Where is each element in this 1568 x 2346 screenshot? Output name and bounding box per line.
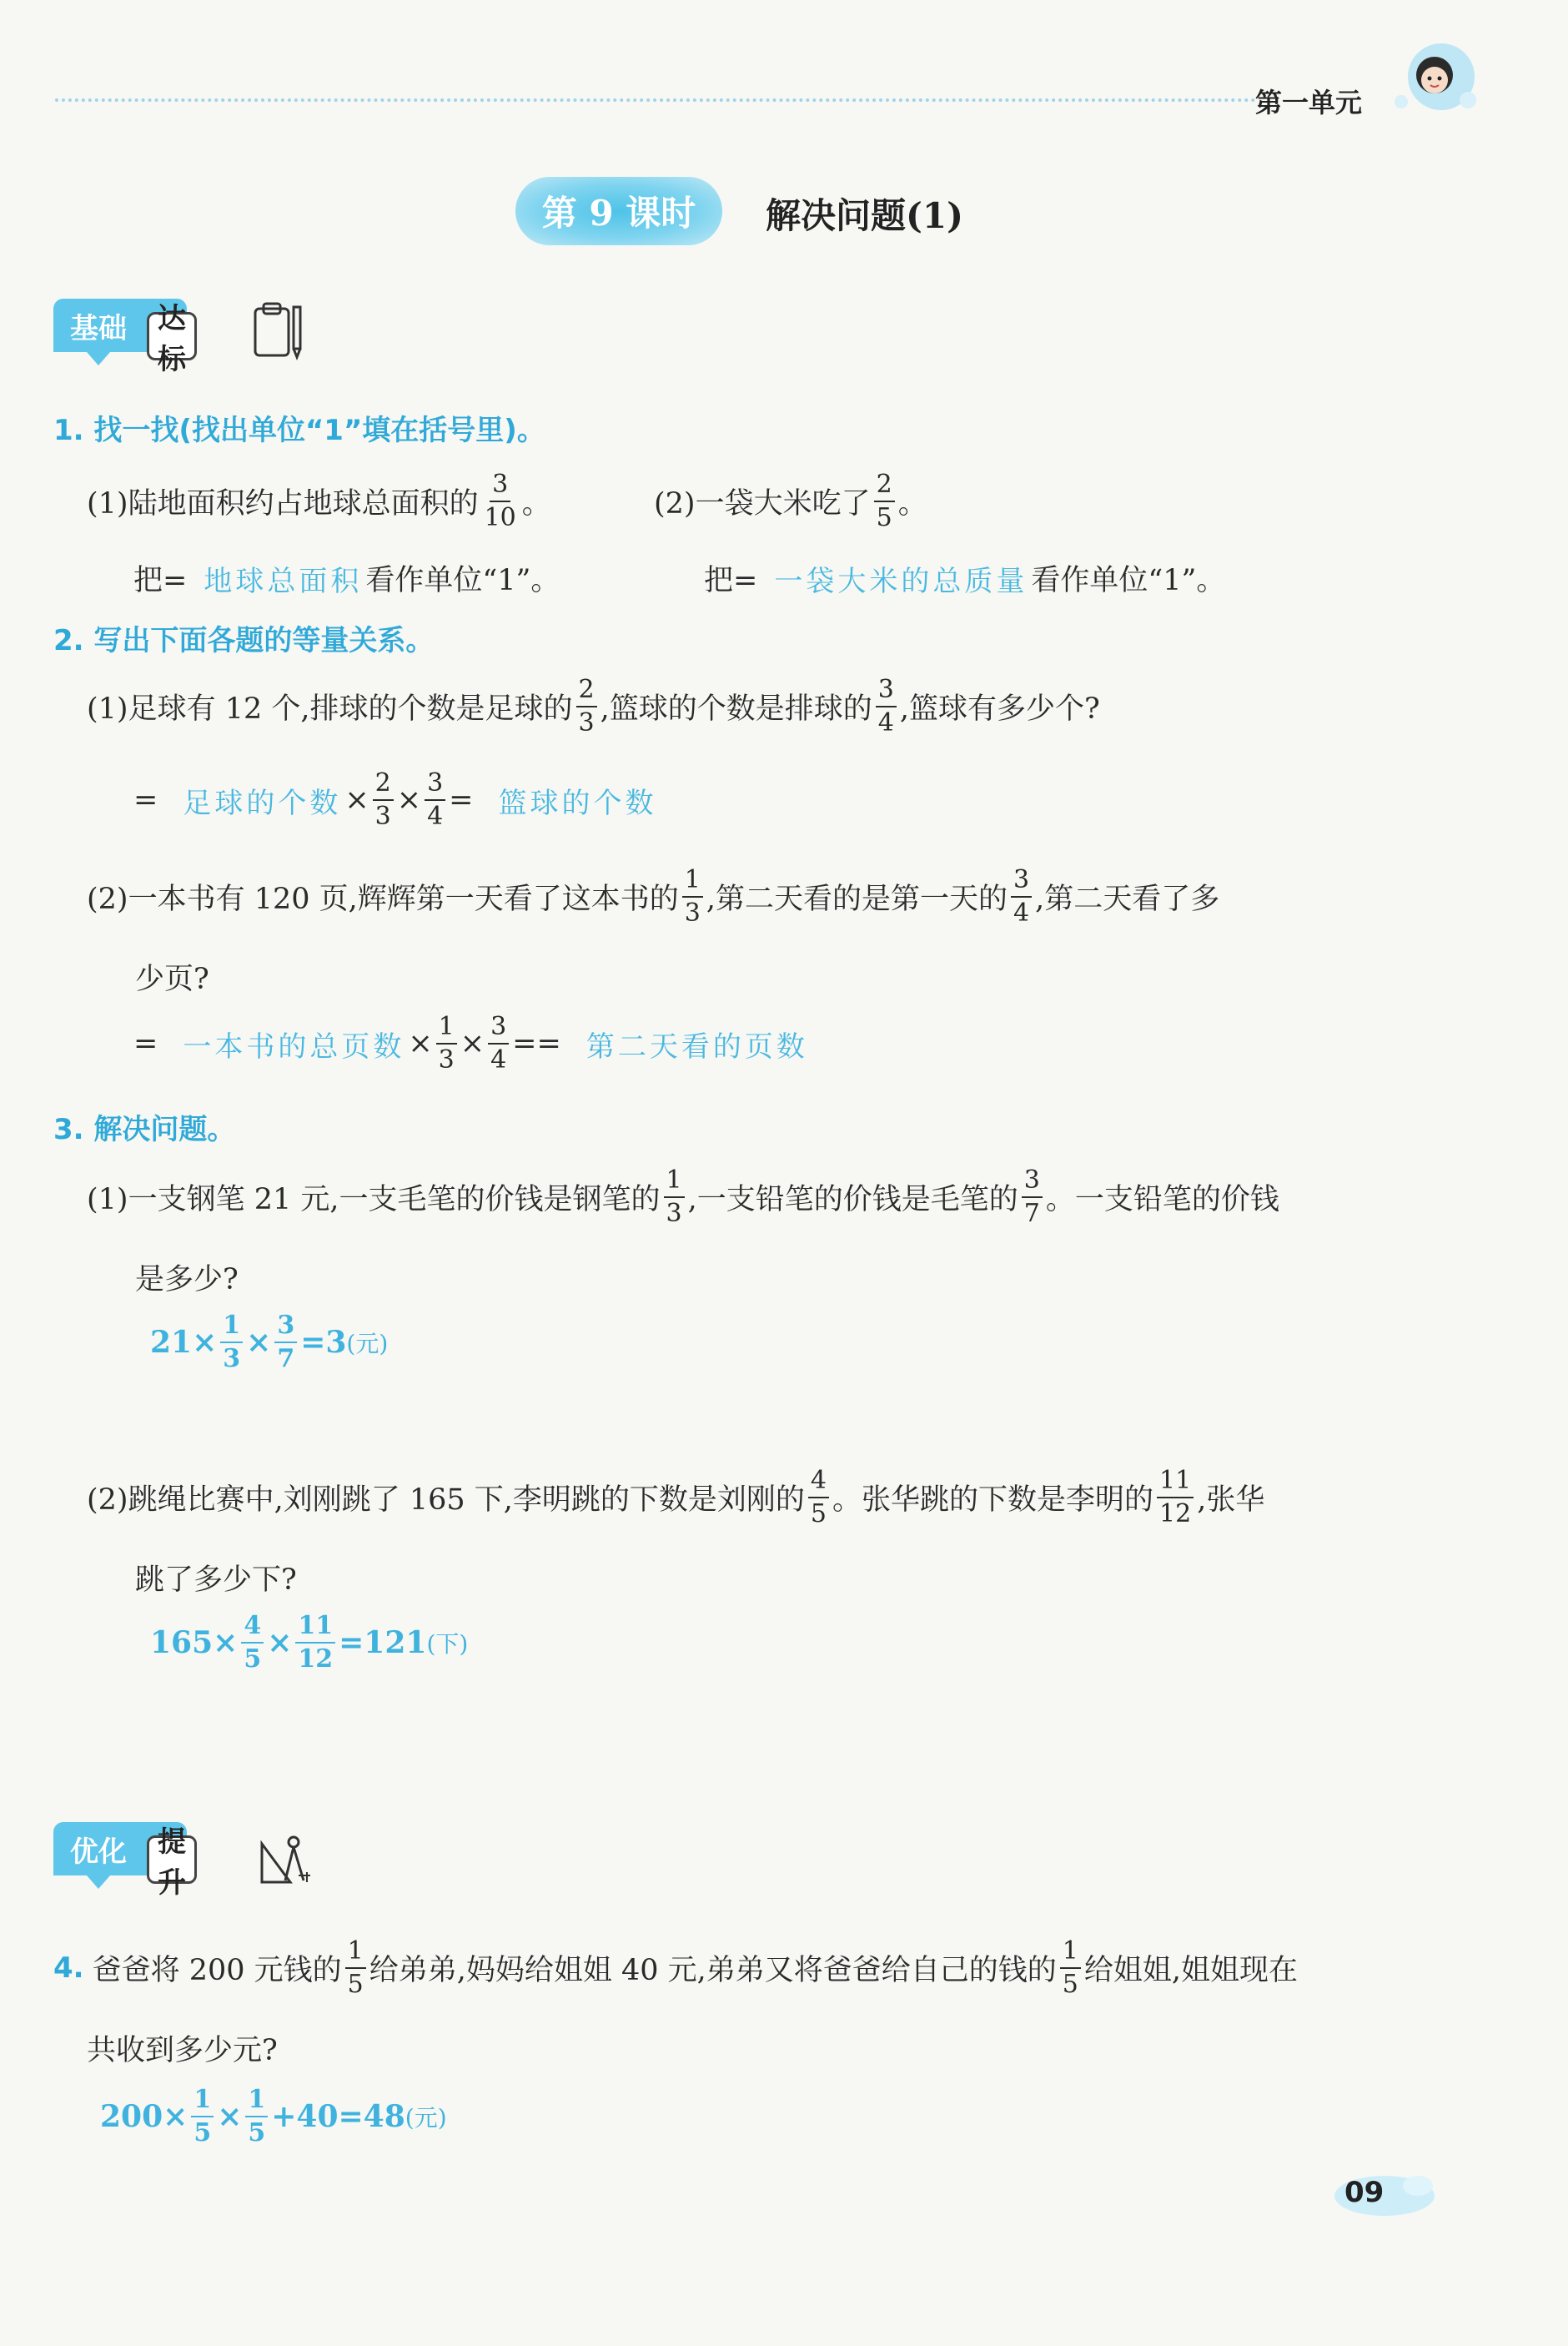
- q4-fraction-2: [1060, 1936, 1081, 1999]
- section-tag-advanced-secondary: 提升: [147, 1835, 197, 1884]
- q3-p2-t4: 跳了多少下?: [135, 1563, 297, 1597]
- q1-a1-pre: 把=: [133, 564, 188, 597]
- q3-a1-n1: 1: [220, 1313, 243, 1343]
- question-1-answer-2: [704, 557, 1225, 599]
- q3-a1-d1: 3: [223, 1344, 241, 1373]
- q4-fraction-1: [345, 1936, 366, 1999]
- q3-p2-d1: 5: [810, 1499, 827, 1528]
- q3-a1-x2: ×: [246, 1325, 272, 1360]
- q3-p2-t2: 。张华跳的下数是李明的: [832, 1483, 1153, 1517]
- q3-p1-t4: 是多少?: [135, 1263, 239, 1296]
- q4-ans-fraction-2: [245, 2087, 268, 2146]
- q1-a1-post: 看作单位“1”。: [365, 564, 560, 597]
- q3-p2-d2: 12: [1159, 1499, 1192, 1528]
- q2-p1-t1: (1)足球有 12 个,排球的个数是足球的: [87, 692, 573, 726]
- q4-d2: 5: [1062, 1970, 1078, 1999]
- q4-t3: 给姐姐,姐姐现在: [1083, 1954, 1299, 1987]
- q3-a2-fraction-2: [295, 1611, 335, 1674]
- q3-p1-n2: 3: [1022, 1168, 1043, 1198]
- q3-a2-fraction-1: [241, 1611, 264, 1674]
- question-1-part-1: [87, 472, 551, 531]
- q2-a2-n1: 1: [436, 1014, 457, 1045]
- q3-a1-fraction-2: [274, 1313, 297, 1372]
- q1-p1-denominator: 10: [484, 503, 516, 532]
- q4-t1: 爸爸将 200 元钱的: [92, 1954, 342, 1987]
- q2-p1-n1: 2: [576, 677, 597, 707]
- q3-a2-n1: 4: [241, 1614, 264, 1644]
- q1-a2-post: 看作单位“1”。: [1031, 564, 1226, 597]
- page-number: 09: [1344, 2176, 1385, 2209]
- q2-p1-t2: ,篮球的个数是排球的: [600, 692, 872, 726]
- q2-a2-eq2: ==: [512, 1027, 561, 1060]
- q4-ans-n2: 1: [245, 2087, 268, 2117]
- q3-a1-n2: 3: [274, 1313, 297, 1343]
- q3-p2-t1: (2)跳绳比赛中,刘刚跳了 165 下,李明跳的下数是刘刚的: [87, 1483, 805, 1517]
- lesson-badge: 第 9 课时: [515, 177, 722, 245]
- q3-p1-d2: 7: [1023, 1199, 1040, 1228]
- question-4: [53, 1936, 1299, 1999]
- q3-a2-d2: 12: [298, 1644, 334, 1674]
- q2-a1-fraction-1: [373, 768, 394, 831]
- q3-a1-fraction-1: [220, 1313, 243, 1372]
- q3-a1-eq: =3: [300, 1325, 347, 1360]
- q2-a1-n2: 3: [425, 771, 445, 801]
- q2-a1-x1: ×: [344, 783, 369, 817]
- section-tag-basic-primary: 基础: [53, 299, 187, 352]
- q2-a1-left: 足球的个数: [183, 786, 342, 820]
- q3-a2-n2: 11: [295, 1614, 335, 1644]
- question-2-answer-2: [133, 1014, 808, 1073]
- lesson-title: 解决问题(1): [766, 195, 963, 236]
- q4-ans-d2: 5: [248, 2118, 266, 2147]
- header-dotted-rule: [55, 98, 1256, 102]
- q3-p1-fraction-2: [1022, 1165, 1043, 1228]
- q4-n1: 1: [345, 1939, 366, 1969]
- q4-ans-x1: ×: [163, 2099, 188, 2134]
- q3-a1-x1: ×: [192, 1325, 218, 1360]
- q1-p2-text: (2)一袋大米吃了: [654, 487, 871, 521]
- q2-p2-fraction-2: [1011, 865, 1032, 928]
- q3-a2-unit: (下): [426, 1630, 469, 1658]
- q2-a1-d1: 3: [374, 802, 391, 831]
- q1-p1-end: 。: [521, 487, 551, 521]
- q3-a2-d1: 5: [244, 1644, 262, 1674]
- q2-a2-d1: 3: [438, 1045, 455, 1075]
- q3-p1-t1: (1)一支钢笔 21 元,一支毛笔的价钱是钢笔的: [87, 1183, 661, 1216]
- q2-p1-d2: 4: [877, 708, 894, 738]
- q2-a1-eq2: =: [449, 783, 474, 817]
- q2-a2-x2: ×: [460, 1027, 485, 1060]
- q3-p1-t2: ,一支铅笔的价钱是毛笔的: [687, 1183, 1018, 1216]
- q1-p1-numerator: 3: [490, 472, 510, 502]
- q2-a2-d2: 4: [490, 1045, 507, 1075]
- q4-ans-n1: 1: [191, 2087, 214, 2117]
- question-3-part-1: [87, 1165, 1279, 1228]
- question-2-answer-1: [133, 768, 657, 831]
- q4-ans-d1: 5: [193, 2118, 212, 2147]
- q3-p2-fraction-2: [1157, 1468, 1194, 1527]
- q3-p1-t3: 。一支铅笔的价钱: [1045, 1183, 1279, 1216]
- q2-p1-fraction-2: [876, 677, 897, 736]
- q4-ans-fraction-1: [191, 2087, 214, 2146]
- q1-p2-end: 。: [897, 487, 927, 521]
- q2-p1-n2: 3: [876, 677, 897, 707]
- q4-t2: 给弟弟,妈妈给姐姐 40 元,弟弟又将爸爸给自己的钱的: [369, 1954, 1057, 1987]
- q2-a2-n2: 3: [488, 1014, 509, 1045]
- q3-p1-d1: 3: [666, 1199, 682, 1228]
- question-2-part-2: [87, 865, 1220, 928]
- q2-p1-fraction-1: [576, 677, 597, 736]
- q4-ans-a: 200: [100, 2099, 163, 2134]
- q2-a2-fraction-1: [436, 1014, 457, 1073]
- question-4-answer: [100, 2087, 447, 2146]
- q2-a1-right: 篮球的个数: [498, 786, 657, 820]
- q2-p1-t3: ,篮球有多少个?: [899, 692, 1100, 726]
- q1-a1-answer: 地球总面积: [204, 564, 363, 598]
- geometry-tools-icon: [257, 1832, 312, 1887]
- question-2-heading: 2. 写出下面各题的等量关系。: [53, 624, 435, 657]
- q2-p1-d1: 3: [578, 708, 595, 738]
- q4-number: 4.: [53, 1951, 84, 1985]
- clipboard-pencil-icon: [250, 299, 309, 362]
- question-2-part-1: [87, 677, 1100, 736]
- q3-a2-x1: ×: [213, 1625, 239, 1660]
- question-1-heading: 1. 找一找(找出单位“1”填在括号里)。: [53, 414, 545, 447]
- q2-p2-n2: 3: [1011, 868, 1032, 898]
- q2-p2-t2: ,第二天看的是第一天的: [706, 883, 1008, 916]
- q2-a1-x2: ×: [396, 783, 422, 817]
- q3-p2-fraction-1: [808, 1468, 829, 1527]
- q1-p1-text: (1)陆地面积约占地球总面积的: [87, 487, 479, 521]
- q3-a2-eq: =121: [339, 1625, 427, 1660]
- q2-p2-fraction-1: [682, 865, 703, 928]
- q1-p2-numerator: 2: [874, 472, 895, 502]
- q3-p1-fraction-1: [664, 1165, 685, 1228]
- q2-p2-d1: 3: [684, 899, 701, 928]
- q3-p1-n1: 1: [664, 1168, 685, 1198]
- q2-a1-fraction-2: [425, 768, 445, 831]
- q2-p2-d2: 4: [1013, 899, 1030, 928]
- q2-p2-t3: ,第二天看了多: [1035, 883, 1220, 916]
- q2-a1-eq1: =: [133, 783, 158, 817]
- q1-a2-pre: 把=: [704, 564, 758, 597]
- q1-p2-denominator: 5: [876, 503, 892, 532]
- q4-ans-unit: (元): [405, 2104, 447, 2132]
- section-tag-advanced-primary: 优化: [53, 1822, 187, 1875]
- q4-ans-plus: +40=48: [271, 2099, 405, 2134]
- q4-t4: 共收到多少元?: [87, 2034, 278, 2067]
- page-number-cloud-icon: [1326, 2162, 1443, 2221]
- question-3-answer-2: [150, 1611, 469, 1674]
- question-1-answer-1: [133, 557, 560, 599]
- q3-a1-unit: (元): [346, 1330, 389, 1357]
- section-tag-basic-secondary: 达标: [147, 312, 197, 360]
- q2-p2-n1: 1: [682, 868, 703, 898]
- q4-n2: 1: [1060, 1939, 1081, 1969]
- q3-p2-n1: 4: [808, 1468, 829, 1498]
- q3-a2-a: 165: [150, 1625, 214, 1660]
- q2-a1-n1: 2: [373, 771, 394, 801]
- q3-a2-x2: ×: [267, 1625, 293, 1660]
- q3-a1-d2: 7: [277, 1344, 295, 1373]
- q2-a2-eq1: =: [133, 1027, 158, 1060]
- q3-a1-a: 21: [150, 1325, 193, 1360]
- q2-a2-right: 第二天看的页数: [585, 1030, 808, 1064]
- question-3-part-2: [87, 1468, 1264, 1527]
- q3-p2-n2: 11: [1157, 1468, 1194, 1498]
- q1-a2-answer: 一袋大米的总质量: [774, 564, 1028, 598]
- question-3-answer-1: [150, 1313, 388, 1372]
- unit-label: 第一单元: [1255, 87, 1363, 118]
- mascot-icon: [1385, 25, 1485, 125]
- q2-p2-t4: 少页?: [135, 963, 209, 996]
- q2-a2-fraction-2: [488, 1014, 509, 1073]
- q2-p2-t1: (2)一本书有 120 页,辉辉第一天看了这本书的: [87, 883, 679, 916]
- q4-ans-x2: ×: [217, 2099, 243, 2134]
- q2-a2-x1: ×: [408, 1027, 433, 1060]
- question-3-heading: 3. 解决问题。: [53, 1113, 236, 1146]
- q1-p2-fraction: [874, 472, 895, 531]
- q2-a2-left: 一本书的总页数: [183, 1030, 405, 1064]
- question-1-part-2: [654, 472, 927, 531]
- q3-p2-t3: ,张华: [1197, 1483, 1265, 1517]
- q4-d1: 5: [347, 1970, 364, 1999]
- q1-p1-fraction: [482, 472, 519, 531]
- q2-a1-d2: 4: [427, 802, 444, 831]
